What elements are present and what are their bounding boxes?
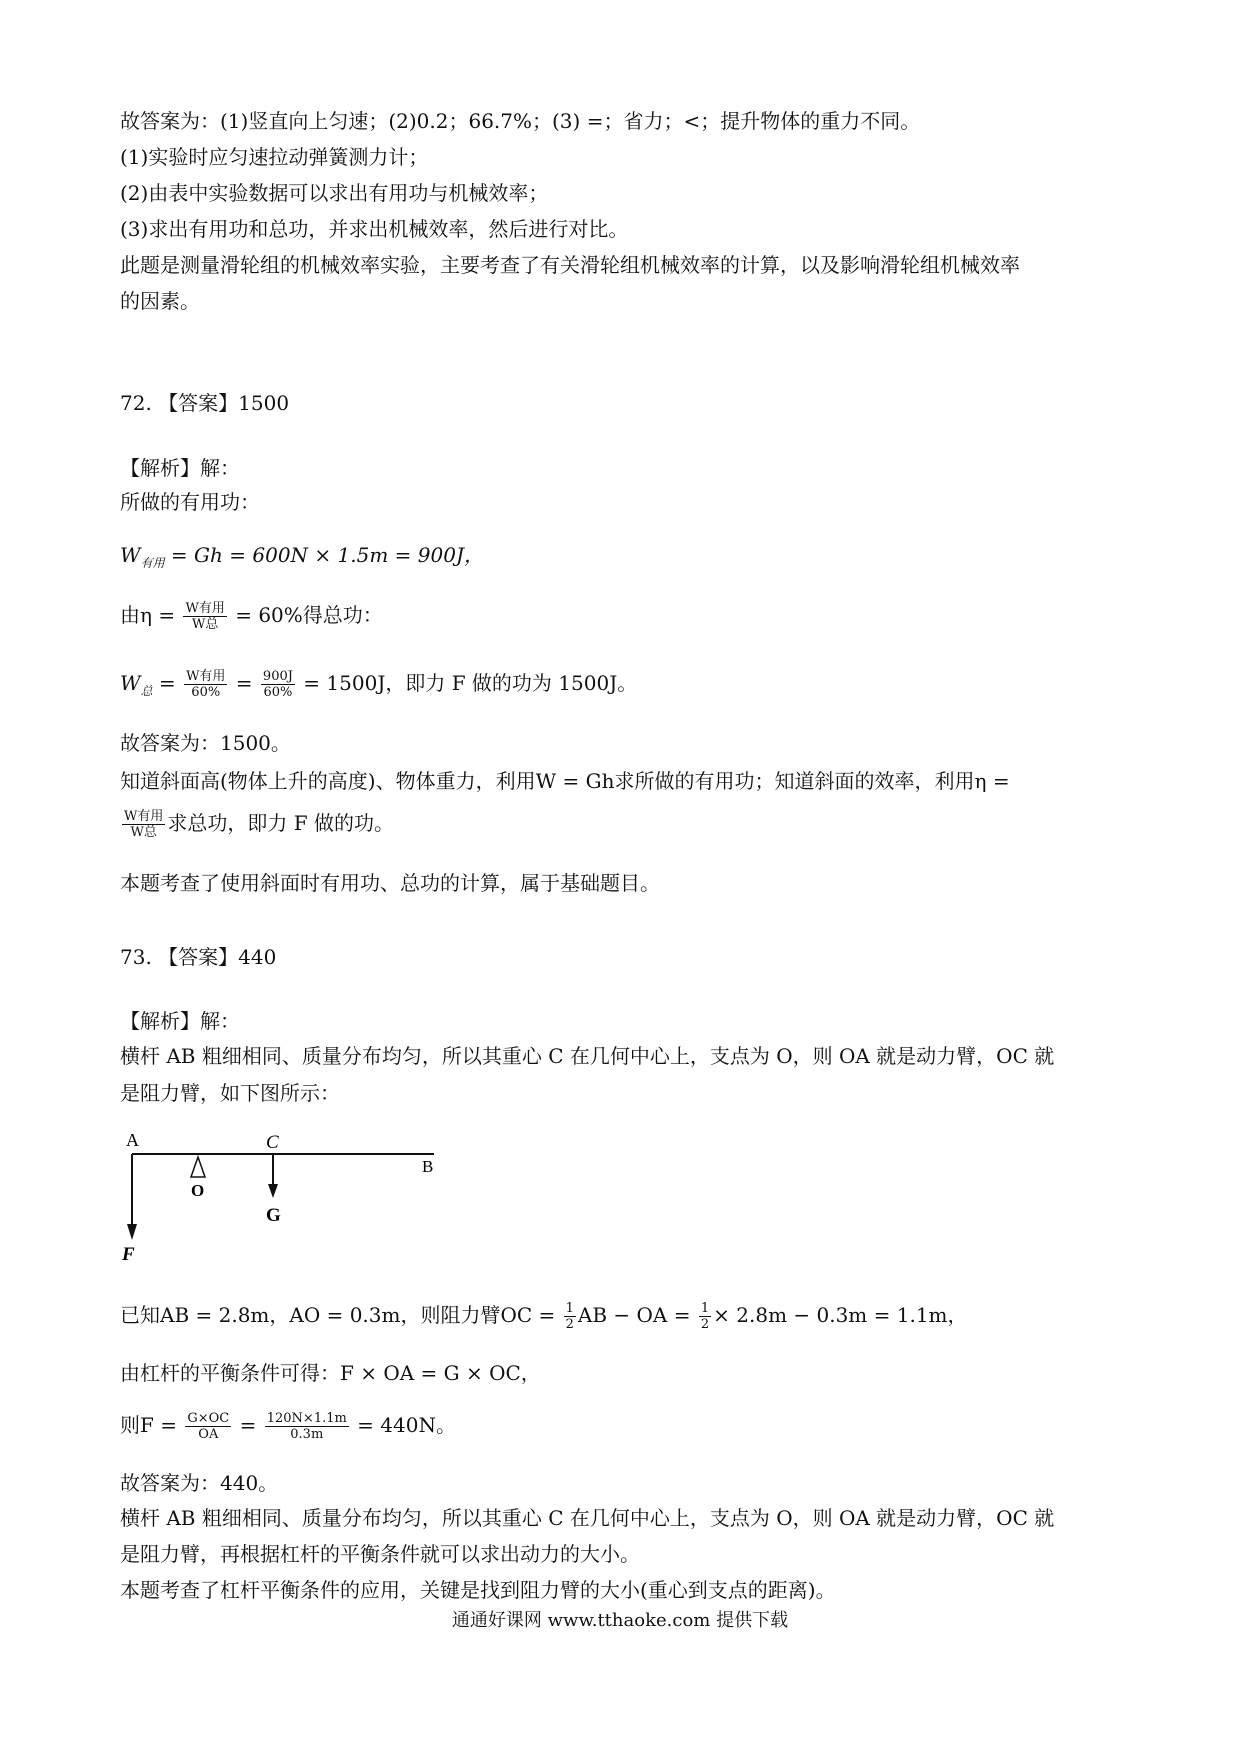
fraction-denominator: 0.3m [290, 1427, 324, 1442]
useful-work-expression: = Gh = 600N × 1.5m = 900J， [164, 543, 484, 567]
q73-intro-a: 横杆 AB 粗细相同、质量分布均匀，所以其重心 C 在几何中心上，支点为 O，则 OA 就是动力臂，OC 就 [120, 1044, 1055, 1068]
w-symbol: W [120, 671, 141, 695]
label-c: C [266, 1132, 279, 1153]
fraction-denominator: 60% [263, 685, 293, 700]
fraction-denominator: OA [198, 1427, 219, 1442]
eta-suffix: = 60%得总功： [228, 603, 383, 627]
half-fraction [564, 1301, 576, 1332]
fraction-denominator: W总 [191, 617, 219, 632]
equals: = [152, 671, 183, 695]
force-fraction-1 [185, 1411, 231, 1442]
q72-useful-work-equation [120, 540, 1120, 578]
eta-prefix: 由η = [120, 603, 182, 627]
q72-total-work-equation [120, 668, 1120, 706]
label-b: B [422, 1157, 434, 1176]
fraction-numerator: 1 [700, 1301, 710, 1316]
q72-efficiency-equation [120, 600, 1120, 632]
total-work-fraction-2 [261, 669, 295, 700]
fraction-numerator: 120N×1.1m [266, 1411, 347, 1426]
known-c: × 2.8m − 0.3m = 1.1m， [713, 1303, 968, 1327]
label-f: F [122, 1244, 135, 1265]
q73-force-equation [120, 1410, 1120, 1442]
fraction-denominator: 60% [191, 685, 221, 700]
fraction-denominator: 2 [565, 1317, 574, 1332]
q73-analysis-label: 【解析】解： [120, 1009, 240, 1033]
w-subscript: 有用 [140, 556, 165, 570]
q72-answer-line: 故答案为：1500。 [120, 731, 291, 755]
fraction-numerator: G×OC [187, 1411, 230, 1426]
q73-balance: 由杠杆的平衡条件可得：F × OA = G × OC， [120, 1361, 541, 1385]
q72-explain-a: 知道斜面高(物体上升的高度)、物体重力，利用W = Gh求所做的有用功；知道斜面的效率，利用η = [120, 769, 1010, 793]
q71-answer-line: 故答案为：(1)竖直向上匀速；(2)0.2；66.7%；(3) =；省力；<；提升物体的重力不同。 [120, 109, 921, 133]
q71-point-1: (1)实验时应匀速拉动弹簧测力计； [120, 145, 429, 169]
q72-explain-b [120, 808, 1120, 840]
equals: = [233, 1413, 263, 1437]
q73-heading: 73. 【答案】440 [120, 945, 277, 969]
q73-answer-line: 故答案为：440。 [120, 1471, 279, 1495]
fraction-numerator: W有用 [185, 601, 225, 616]
q72-useful-intro: 所做的有用功： [120, 490, 260, 514]
explain-fraction [122, 809, 165, 840]
force-f-arrow-head [127, 1224, 137, 1240]
label-a: A [126, 1130, 139, 1150]
q73-known-equation [120, 1300, 1120, 1332]
explain-b-text: 求总功，即力 F 做的功。 [167, 811, 394, 835]
f-prefix: 则F = [120, 1413, 184, 1437]
fraction-numerator: 1 [565, 1301, 574, 1316]
force-fraction-2 [265, 1411, 349, 1442]
lever-diagram [118, 1128, 458, 1268]
q72-analysis-label: 【解析】解： [120, 456, 240, 480]
label-o: O [191, 1181, 205, 1200]
efficiency-fraction [183, 601, 226, 632]
q72-summary: 本题考查了使用斜面时有用功、总功的计算，属于基础题目。 [120, 871, 660, 895]
q73-intro-b: 是阻力臂，如下图所示： [120, 1081, 340, 1105]
fraction-numerator: W有用 [124, 809, 164, 824]
label-g: G [266, 1205, 281, 1226]
fraction-numerator: W有用 [186, 669, 226, 684]
f-suffix: = 440N。 [350, 1413, 456, 1437]
q71-summary-a: 此题是测量滑轮组的机械效率实验，主要考查了有关滑轮组机械效率的计算，以及影响滑轮组机械效率 [120, 253, 1020, 277]
q73-explain-b: 是阻力臂，再根据杠杆的平衡条件就可以求出动力的大小。 [120, 1542, 640, 1566]
fulcrum-triangle [191, 1157, 205, 1177]
fraction-denominator: W总 [130, 825, 157, 840]
fraction-denominator: 2 [700, 1317, 710, 1332]
w-subscript: 总 [140, 684, 153, 698]
q71-summary-b: 的因素。 [120, 289, 200, 313]
q73-summary: 本题考查了杠杆平衡条件的应用，关键是找到阻力臂的大小(重心到支点的距离)。 [120, 1578, 836, 1602]
total-work-fraction-1 [184, 669, 227, 700]
total-work-suffix: = 1500J，即力 F 做的功为 1500J。 [296, 671, 638, 695]
equals: = [229, 671, 259, 695]
w-symbol: W [120, 543, 141, 567]
q72-heading: 72. 【答案】1500 [120, 391, 290, 415]
half-fraction [699, 1301, 711, 1332]
gravity-g-arrow-head [268, 1184, 278, 1198]
page-footer: 通通好课网 www.tthaoke.com 提供下载 [451, 1610, 789, 1631]
known-b: AB − OA = [577, 1303, 697, 1327]
fraction-numerator: 900J [262, 669, 293, 684]
q73-explain-a: 横杆 AB 粗细相同、质量分布均匀，所以其重心 C 在几何中心上，支点为 O，则 OA 就是动力臂，OC 就 [120, 1506, 1055, 1530]
q71-point-2: (2)由表中实验数据可以求出有用功与机械效率； [120, 181, 549, 205]
known-a: 已知AB = 2.8m，AO = 0.3m，则阻力臂OC = [120, 1303, 562, 1327]
q71-point-3: (3)求出有用功和总功，并求出机械效率，然后进行对比。 [120, 217, 629, 241]
